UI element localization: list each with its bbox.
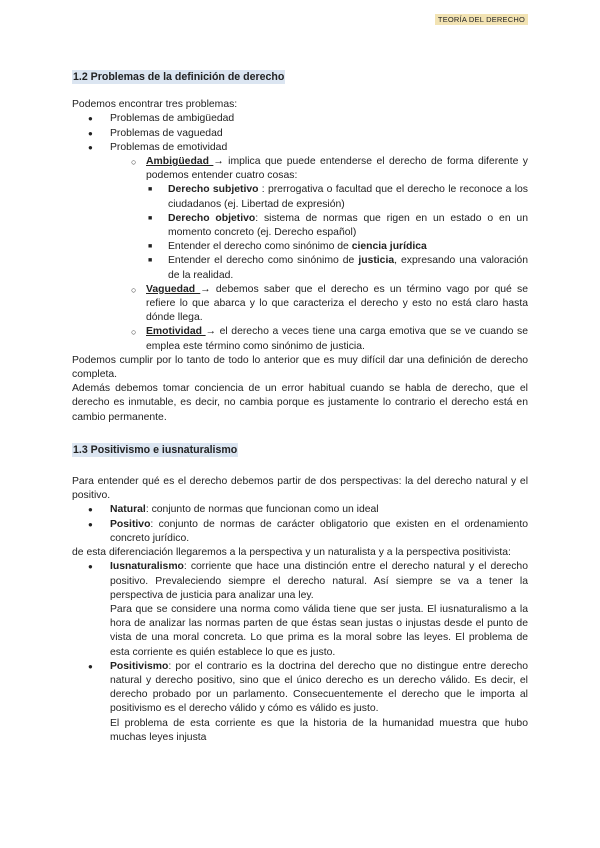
paragraph: de esta diferenciación llegaremos a la perspectiva y un naturalista y a la perspectiva positivista:	[72, 547, 511, 559]
section-1-3-heading: 1.3 Positivismo e iusnaturalismo	[73, 443, 238, 456]
list-item-vaguedad: ○ Vaguedad → debemos saber que el derecho es un término vago por qué se refiere lo que abarca y lo que caracteriza el derecho y esto no está claro hasta dónde llega.	[131, 283, 528, 326]
perspectives-list	[88, 503, 528, 546]
paragraph: Podemos cumplir por lo tanto de todo lo anterior que es muy difícil dar una definición de derecho completa.	[72, 354, 528, 381]
term-vaguedad: Vaguedad	[146, 283, 201, 295]
list-item-continuation: El problema de esta corriente es que la historia de la humanidad muestra que hubo muchas leyes injusta	[110, 717, 528, 743]
currents-list	[88, 560, 528, 745]
list-item: ● Positivismo: por el contrario es la doctrina del derecho que no distingue entre derecho natural y derecho positivo, sino que el único derecho es un derecho válido. Es decir, el derecho probado por un parlamento. Consecuentemente el derecho que le importa al positivismo es el derecho válido y cómo es válido es justo. El problema de esta corriente es que la historia de la humanidad muestra que hubo muchas leyes injusta	[88, 660, 528, 745]
list-item: ● Positivo: conjunto de normas de carácter obligatorio que existen en el ordenamiento concreto jurídico.	[88, 518, 528, 546]
meanings-list	[148, 183, 528, 282]
list-item-ambiguedad: ○ Ambigüedad → implica que puede entenderse el derecho de forma diferente y podemos entender cuatro cosas: ■ Derecho subjetivo : prerrogativa o facultad que el derecho le reconoce a los ciudadanos (ej. Libertad de expresión) ■ Derecho objetivo: sistema de normas que rigen en un estado o en un momento concreto (ej. Derecho español) ■ Entender el derecho como sinónimo de ciencia jurídica ■ Entender el derecho como sinónimo de justicia, expresando una valoración de la realidad.	[131, 155, 528, 283]
content	[72, 70, 528, 745]
list-item: ■ Derecho objetivo: sistema de normas que rigen en un estado o en un momento concreto (ej. Derecho español)	[148, 212, 528, 240]
list-item: ■ Entender el derecho como sinónimo de ciencia jurídica	[148, 240, 528, 254]
list-item: ● Problemas de emotividad ○ Ambigüedad → implica que puede entenderse el derecho de forma diferente y podemos entender cuatro cosas: ■ Derecho subjetivo : prerrogativa o facultad que el derecho le reconoce a los ciudadanos (ej. Libertad de expresión) ■ Derecho objetivo: sistema de normas que rigen en un estado o en un momento concreto (ej. Derecho español) ■ Entender el derecho como sinónimo de ciencia jurídica ■ Entender el derecho como sinónimo de justicia, expresando una valoración de la realidad. ○ Vaguedad → debemos saber que el derecho es un término vago por qué se refiere lo que abarca y lo que caracteriza el derecho y esto no está claro hasta dónde llega. ○ Emotividad → el derecho a veces tiene una carga emotiva que se ve cuando se emplea este término como sinónimo de justicia.	[88, 141, 528, 354]
list-item: ■ Derecho subjetivo : prerrogativa o facultad que el derecho le reconoce a los ciudadanos (ej. Libertad de expresión)	[148, 183, 528, 211]
list-item-continuation: Para que se considere una norma como válida tiene que ser justa. El iusnaturalismo a la hora de analizar las normas parten de que éstas sean justas o injustas desde el punto de vista de una moral concreta. Lo que prima es la moral sobre las leyes. El problema de esta corriente es quién establece lo que es justo.	[110, 603, 528, 658]
list-item: ■ Entender el derecho como sinónimo de justicia, expresando una valoración de la realidad.	[148, 254, 528, 282]
list-item: ● Iusnaturalismo: corriente que hace una distinción entre el derecho natural y el derecho positivo. Prevaleciendo siempre el derecho natural. Así siempre se va a tener la perspectiva de justicia para analizar una ley. Para que se considere una norma como válida tiene que ser justa. El iusnaturalismo a la hora de analizar las normas parten de que éstas sean justas o injustas desde el punto de vista de una moral concreta. Lo que prima es la moral sobre las leyes. El problema de esta corriente es quién establece lo que es justo.	[88, 560, 528, 659]
problems-list	[88, 112, 528, 353]
section-1-2-heading: 1.2 Problemas de la definición de derecho	[73, 71, 285, 83]
list-item: ● Problemas de vaguedad	[88, 127, 528, 141]
term-emotividad: Emotividad	[146, 326, 206, 338]
list-item-emotividad: ○ Emotividad → el derecho a veces tiene una carga emotiva que se ve cuando se emplea este término como sinónimo de justicia.	[131, 325, 528, 353]
paragraph: Para entender qué es el derecho debemos partir de dos perspectivas: la del derecho natural y el positivo.	[72, 476, 528, 502]
running-header: TEORÍA DEL DERECHO	[435, 14, 528, 25]
intro-paragraph: Podemos encontrar tres problemas:	[72, 99, 238, 111]
paragraph: Además debemos tomar conciencia de un error habitual cuando se habla de derecho, que el derecho es inmutable, es decir, no cambia porque es justamente lo contrario el derecho está en cambio permanente.	[72, 383, 528, 423]
term-ambiguedad: Ambigüedad	[146, 156, 214, 168]
subproblems-list	[131, 155, 528, 354]
list-item: ● Problemas de ambigüedad	[88, 112, 528, 126]
list-item: ● Natural: conjunto de normas que funcionan como un ideal	[88, 503, 528, 517]
